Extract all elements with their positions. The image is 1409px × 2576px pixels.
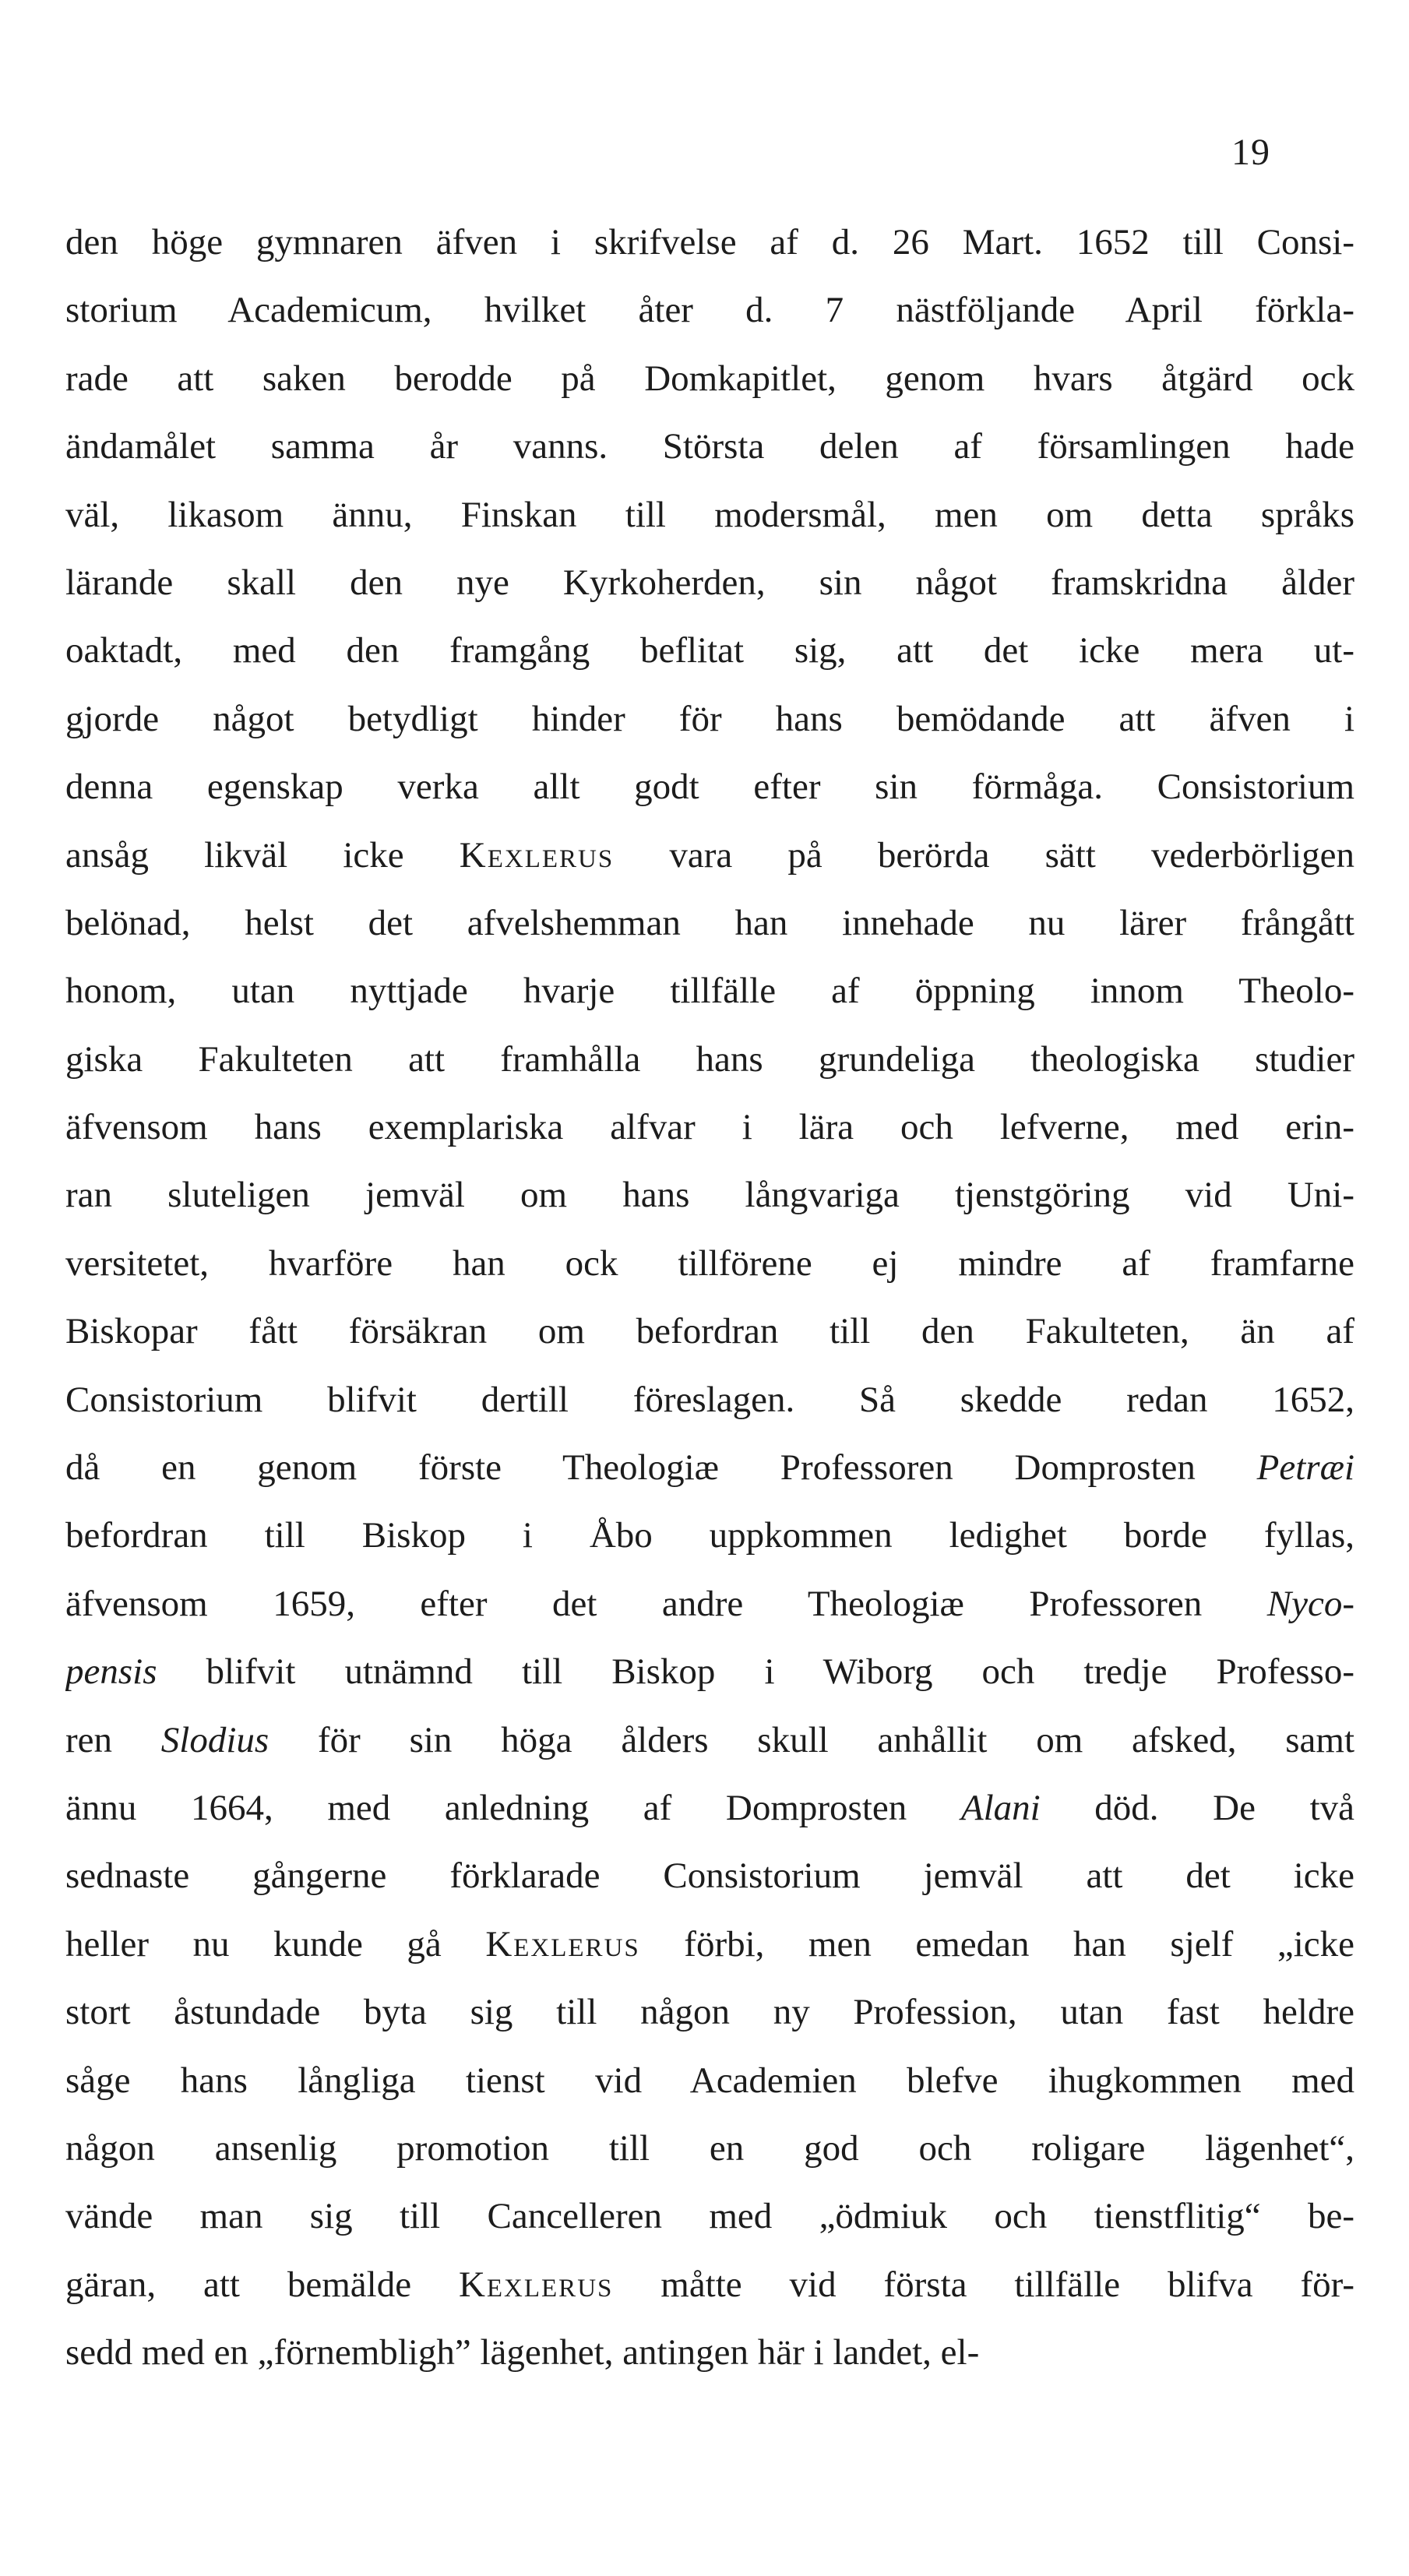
text-line (65, 1979, 1354, 2046)
text-segment: gäran, att bemälde (65, 2264, 459, 2305)
text-segment: sednaste gångerne förklarade Consistorium jemväl att det icke (65, 1855, 1354, 1897)
text-line (65, 1774, 1354, 1842)
text-line (65, 1707, 1354, 1774)
text-segment: oaktadt, med den framgång beflitat sig, att det icke mera ut- (65, 630, 1354, 671)
text-segment: denna egenskap verka allt godt efter sin förmåga. Consistorium (65, 766, 1354, 808)
text-line (65, 2319, 1354, 2387)
text-line (65, 957, 1354, 1025)
text-line (65, 1026, 1354, 1094)
text-segment: belönad, helst det afvelshemman han innehade nu lärer frångått (65, 902, 1354, 943)
text-segment: vara på berörda sätt vederbörligen (614, 834, 1354, 876)
text-line (65, 277, 1354, 344)
text-line (65, 685, 1354, 753)
text-line (65, 2047, 1354, 2115)
text-line (65, 1094, 1354, 1161)
text-segment: död. De två (1040, 1787, 1354, 1828)
text-line (65, 345, 1354, 413)
text-segment: versitetet, hvarföre han ock tillförene ej mindre af framfarne (65, 1242, 1354, 1284)
text-line (65, 617, 1354, 685)
text-line (65, 2251, 1354, 2319)
text-segment: någon ansenlig promotion till en god och roligare lägenhet“, (65, 2127, 1354, 2169)
text-segment: ran sluteligen jemväl om hans långvariga tjenstgöring vid Uni- (65, 1175, 1354, 1216)
name-smallcaps: Kexlerus (458, 2264, 614, 2305)
text-segment: den höge gymnaren äfven i skrifvelse af d. 26 Mart. 1652 till Consi- (65, 222, 1354, 263)
text-line (65, 1502, 1354, 1570)
text-segment: storium Academicum, hvilket åter d. 7 nästföljande April förkla- (65, 290, 1354, 331)
text-segment: sedd med en „förnemblighˮ lägenhet, antingen här i landet, el- (65, 2332, 980, 2373)
text-line (65, 1842, 1354, 1910)
text-line (65, 1434, 1354, 1502)
text-segment: ändamålet samma år vanns. Största delen af församlingen hade (65, 426, 1354, 467)
text-line (65, 549, 1354, 617)
text-line (65, 1638, 1354, 1706)
text-segment: måtte vid första tillfälle blifva för- (613, 2264, 1354, 2305)
text-segment: Consistorium blifvit dertill föreslagen. Så skedde redan 1652, (65, 1379, 1354, 1420)
text-segment: heller nu kunde gå (65, 1923, 486, 1965)
text-line (65, 1911, 1354, 1979)
text-segment: ren (65, 1719, 161, 1760)
text-segment: väl, likasom ännu, Finskan till modersmål, men om detta språks (65, 494, 1354, 535)
text-line (65, 2115, 1354, 2183)
page-number: 19 (1231, 132, 1270, 173)
text-segment: stort åstundade byta sig till någon ny Profession, utan fast heldre (65, 1992, 1354, 2033)
name-italic: pensis (65, 1651, 157, 1693)
text-segment: lärande skall den nye Kyrkoherden, sin något framskridna ålder (65, 562, 1354, 603)
text-line (65, 822, 1354, 890)
text-line (65, 481, 1354, 549)
name-italic: Alani (960, 1787, 1041, 1828)
text-line (65, 209, 1354, 277)
text-segment: blifvit utnämnd till Biskop i Wiborg och tredje Professo- (157, 1651, 1354, 1693)
text-segment: Biskopar fått försäkran om befordran till den Fakulteten, än af (65, 1311, 1354, 1352)
text-segment: äfvensom 1659, efter det andre Theologiæ Professoren (65, 1583, 1267, 1624)
name-italic: Nyco- (1266, 1583, 1354, 1624)
text-segment: för sin höga ålders skull anhållit om afsked, samt (269, 1719, 1354, 1760)
text-segment: förbi, men emedan han sjelf „icke (639, 1923, 1354, 1965)
text-segment: ännu 1664, med anledning af Domprosten (65, 1787, 961, 1828)
text-line (65, 1366, 1354, 1434)
name-italic: Petræi (1256, 1447, 1354, 1489)
text-line (65, 1570, 1354, 1638)
text-segment: äfvensom hans exemplariska alfvar i lära och lefverne, med erin- (65, 1107, 1354, 1148)
name-smallcaps: Kexlerus (485, 1923, 640, 1965)
text-segment: ansåg likväl icke (65, 834, 460, 876)
text-segment: vände man sig till Cancelleren med „ödmiuk och tienstflitig“ be- (65, 2196, 1354, 2237)
text-segment: honom, utan nyttjade hvarje tillfälle af öppning innom Theolo- (65, 971, 1354, 1012)
text-segment: såge hans långliga tienst vid Academien blefve ihugkommen med (65, 2060, 1354, 2101)
text-line (65, 753, 1354, 821)
text-line (65, 1230, 1354, 1298)
text-segment: gjorde något betydligt hinder för hans bemödande att äfven i (65, 698, 1354, 739)
body-text (65, 209, 1354, 2387)
name-smallcaps: Kexlerus (459, 834, 615, 876)
text-line (65, 1161, 1354, 1229)
text-segment: befordran till Biskop i Åbo uppkommen ledighet borde fyllas, (65, 1515, 1354, 1556)
name-italic: Slodius (160, 1719, 269, 1760)
text-line (65, 890, 1354, 957)
text-line (65, 1298, 1354, 1366)
text-segment: rade att saken berodde på Domkapitlet, genom hvars åtgärd ock (65, 358, 1354, 399)
text-line (65, 413, 1354, 481)
text-line (65, 2183, 1354, 2250)
text-segment: giska Fakulteten att framhålla hans grundeliga theologiska studier (65, 1038, 1354, 1080)
text-segment: då en genom förste Theologiæ Professoren Domprosten (65, 1447, 1257, 1489)
